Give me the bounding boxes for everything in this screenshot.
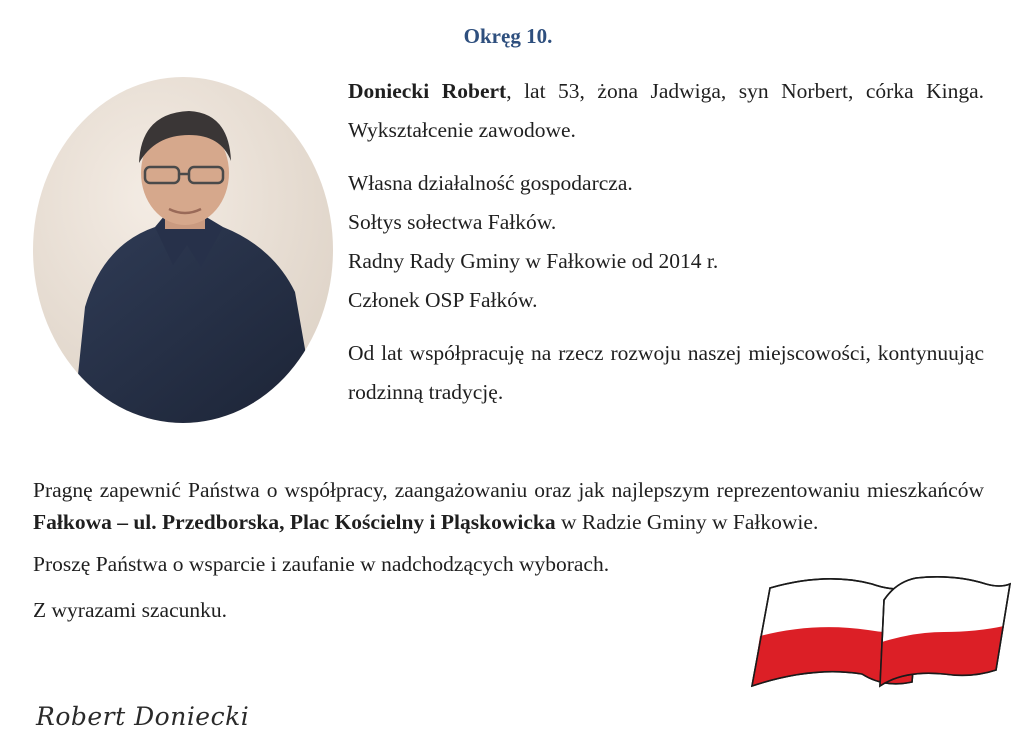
- statement: Od lat współpracuję na rzecz rozwoju naszej miejscowości, kontynuując rodzinną tradycję.: [348, 341, 984, 404]
- signature: Robert Doniecki: [36, 702, 250, 731]
- pledge-end: w Radzie Gminy w Fałkowie.: [555, 510, 819, 534]
- candidate-bio: [348, 72, 984, 412]
- role-item: Sołtys sołectwa Fałków.: [348, 210, 557, 234]
- closing-regards: Z wyrazami szacunku.: [33, 598, 228, 622]
- role-item: Radny Rady Gminy w Fałkowie od 2014 r.: [348, 249, 719, 273]
- candidate-name: Doniecki Robert: [348, 79, 507, 103]
- polish-flag-icon: [744, 570, 1014, 692]
- district-heading: Okręg 10.: [463, 24, 553, 48]
- bio-intro-text: , lat 53, żona Jadwiga, syn Norbert, córka Kinga. Wykształcenie zawodowe.: [348, 79, 985, 142]
- pledge-start: Pragnę zapewnić Państwa o współpracy, zaangażowaniu oraz jak najlepszym reprezentowaniu mieszkańców: [33, 478, 984, 502]
- pledge-area: Fałkowa – ul. Przedborska, Plac Kościelny i Pląskowicka: [33, 510, 556, 534]
- role-item: Własna działalność gospodarcza.: [348, 171, 633, 195]
- role-item: Członek OSP Fałków.: [348, 288, 538, 312]
- bio-intro: [348, 72, 984, 150]
- pledge-paragraph: [33, 474, 984, 538]
- candidate-photo: [33, 77, 333, 423]
- roles-list: [348, 164, 984, 320]
- support-request: Proszę Państwa o wsparcie i zaufanie w nadchodzących wyborach.: [33, 552, 610, 576]
